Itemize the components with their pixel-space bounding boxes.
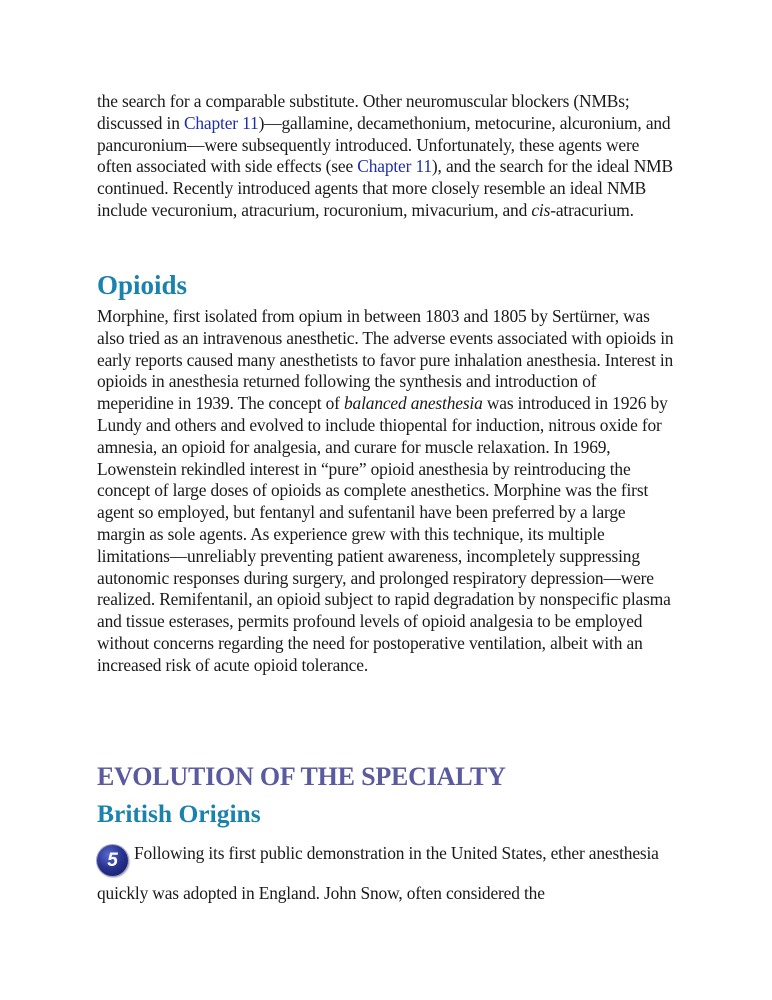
key-point-number-badge: 5 [97,845,128,876]
paragraph-text: Following its first public demonstration in the United States, ether anesthesia quickly was adopted in England. John Snow, often considered the [97,843,659,903]
paragraph-text: Morphine, first isolated from opium in between 1803 and 1805 by Sertürner, was also tried as an intravenous anesthetic. The adverse events associated with opioids in early reports caused many anesthetists to favor pure inhalation anesthesia. Interest in opioids in anesthesia returned following the synthesis and introduction of meperidine in 1939. The concept of [97,306,674,414]
chapter-11-link[interactable]: Chapter 11 [357,156,432,177]
paragraph-italic-text: balanced anesthesia [344,393,483,414]
paragraph-text: ), and the search for the ideal NMB continued. Recently introduced agents that more closely resemble an ideal NMB include vecuronium, atracurium, rocuronium, mivacurium, and [97,156,673,220]
chapter-section-heading: EVOLUTION OF THE SPECIALTY [97,762,506,791]
paragraph-text: )—gallamine, decamethonium, metocurine, alcuronium, and pancuronium—were subsequently introduced. Unfortunately, these agents were often associated with side effects (see [97,112,671,177]
paragraph-text: was introduced in 1926 by Lundy and others and evolved to include thiopental for induction, nitrous oxide for amnesia, an opioid for analgesia, and curare for muscle relaxation. In 1969, Lowenstein rekindled interest in “pure” opioid anesthesia by reintroducing the concept of large doses of opioids as complete anesthetics. Morphine was the first agent so employed, but fentanyl and sufentanil have been preferred by a large margin as sole agents. As experience grew with this technique, its multiple limitations—unreliably preventing patient awareness, incompletely suppressing autonomic responses during surgery, and prolonged respiratory depression—were realized. Remifentanil, an opioid subject to rapid degradation by nonspecific plasma and tissue esterases, permits profound levels of opioid analgesia to be employed without concerns regarding the need for postoperative ventilation, albeit with an increased risk of acute opioid tolerance. [97,393,671,675]
section-heading-opioids: Opioids [97,270,188,300]
paragraph-opioids [97,306,675,677]
paragraph-nmb [97,91,675,222]
chapter-11-link[interactable]: Chapter 11 [183,112,259,133]
paragraph-italic-text: cis [531,199,551,220]
paragraph-british-origins [97,836,675,910]
paragraph-text: the search for a comparable substitute. Other neuromuscular blockers (NMBs; discussed in [97,91,630,133]
paragraph-text: -atracurium. [550,199,634,220]
section-heading-british-origins: British Origins [97,799,261,828]
